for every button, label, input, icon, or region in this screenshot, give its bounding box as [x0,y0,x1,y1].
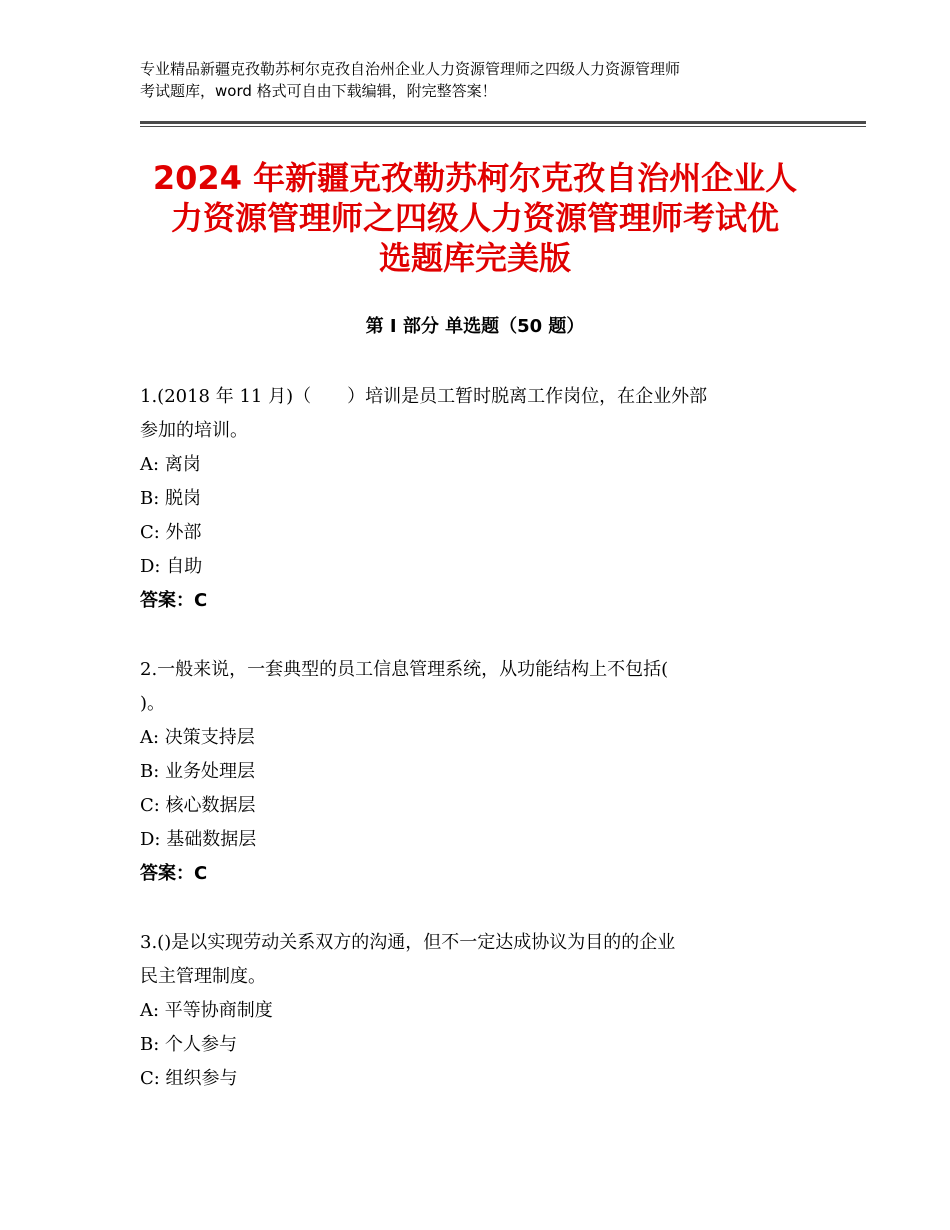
option-a: A: 离岗 [140,454,201,475]
option-c: C: 组织参与 [140,1068,238,1089]
question-text-line: 参加的培训。 [140,420,248,441]
question-text-line: 民主管理制度。 [140,966,266,987]
question-3 [140,926,830,1096]
header-divider-thin [140,126,866,127]
header-note-line-2: 考试题库，word 格式可自由下载编辑，附完整答案！ [140,82,497,100]
answer-label: 答案：C [140,863,208,884]
question-text-line: 2.一般来说，一套典型的员工信息管理系统，从功能结构上不包括( [140,659,669,680]
question-2 [140,653,830,891]
option-b: B: 个人参与 [140,1034,238,1055]
option-a: A: 决策支持层 [140,727,255,748]
title-line-2: 力资源管理师之四级人力资源管理师考试优 [170,199,779,237]
title-line-3: 选题库完美版 [378,239,571,277]
option-d: D: 自助 [140,556,203,577]
option-c: C: 外部 [140,522,202,543]
option-b: B: 业务处理层 [140,761,256,782]
question-1 [140,380,830,618]
question-text-line: )。 [140,693,166,714]
question-text-line: 1.(2018 年 11 月)（ ）培训是员工暂时脱离工作岗位，在企业外部 [140,386,708,407]
header-note-line-1: 专业精品新疆克孜勒苏柯尔克孜自治州企业人力资源管理师之四级人力资源管理师 [140,60,681,78]
question-text-line: 3.()是以实现劳动关系双方的沟通，但不一定达成协议为目的的企业 [140,932,676,953]
header-note [140,58,820,102]
option-b: B: 脱岗 [140,488,202,509]
answer-label: 答案：C [140,590,208,611]
section-title: 第 I 部分 单选题（50 题） [365,316,585,337]
header-divider-thick [140,121,866,124]
option-a: A: 平等协商制度 [140,1000,273,1021]
title-line-1: 2024 年新疆克孜勒苏柯尔克孜自治州企业人 [152,159,798,197]
option-c: C: 核心数据层 [140,795,256,816]
option-d: D: 基础数据层 [140,829,257,850]
document-title [120,158,830,278]
